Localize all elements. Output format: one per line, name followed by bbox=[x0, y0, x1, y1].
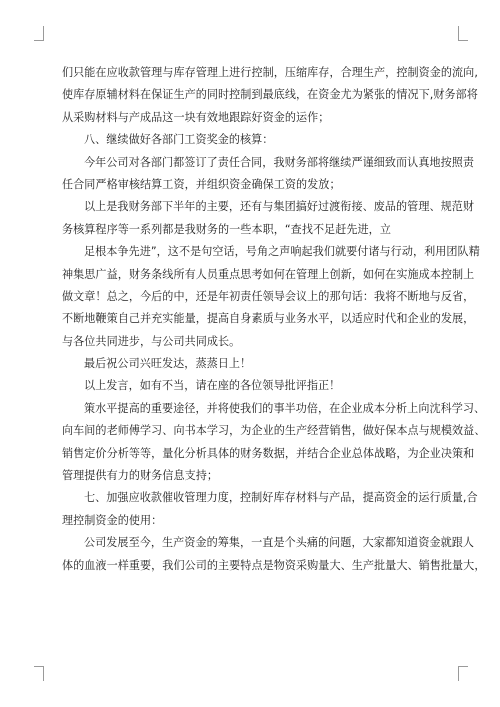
text-line: 使库存原辅材料在保证生产的同时控制到最底线，在资金尤为紧张的情况下,财务部将 bbox=[62, 88, 478, 102]
text-line: 们只能在应收款管理与库存管理上进行控制，压缩库存，合理生产，控制资金的流向, bbox=[62, 66, 478, 79]
text-line: 管理提供有力的财务信息支持； bbox=[62, 469, 219, 483]
section-heading: 八、继续做好各部门工资奖金的核算： bbox=[84, 133, 274, 147]
text-line: 足根本争先进”，这不是句空话，号角之声响起我们就要付诸与行动，利用团队精 bbox=[84, 245, 480, 259]
text-line: 策水平提高的重要途径，并将使我们的事半功倍，在企业成本分析上向沈科学习、 bbox=[84, 401, 486, 415]
text-line: 神集思广益，财务条线所有人员重点思考如何在管理上创新，如何在实施成本控制上 bbox=[62, 267, 475, 281]
text-line: 任合同严格审核结算工资，并组织资金确保工资的发放； bbox=[62, 177, 341, 191]
text-line: 与各位共同进步，与公司共同成长。 bbox=[62, 334, 241, 348]
text-line: 不断地鞭策自己并充实能量，提高自身素质与业务水平，以适应时代和企业的发展， bbox=[62, 312, 475, 326]
crop-mark-top-left bbox=[34, 26, 44, 41]
crop-mark-bottom-right bbox=[458, 666, 468, 681]
text-line: 体的血液一样重要，我们公司的主要特点是物资采购量大、生产批量大、销售批量大， bbox=[62, 558, 486, 572]
text-line: 理控制资金的使用： bbox=[62, 513, 163, 527]
section-heading: 七、加强应收款催收管理力度，控制好库存材料与产品，提高资金的运行质量,合 bbox=[84, 491, 478, 505]
text-line: 今年公司对各部门都签订了责任合同，我财务部将继续严谨细致而认真地按照责 bbox=[84, 155, 475, 169]
crop-mark-top-right bbox=[458, 26, 468, 41]
text-line: 销售定价分析等等，量化分析具体的财务数据，并结合企业总体战略，为企业决策和 bbox=[62, 446, 475, 460]
text-line: 从采购材料与产成品这一块有效地跟踪好资金的运作； bbox=[62, 110, 330, 124]
document-body bbox=[62, 62, 486, 577]
text-line: 以上发言，如有不当，请在座的各位领导批评指正！ bbox=[84, 379, 341, 393]
text-line: 务核算程序等一系列都是我财务的一些本职，“查找不足赶先进，立 bbox=[62, 222, 391, 236]
text-line: 公司发展至今，生产资金的筹集，一直是个头痛的问题，大家都知道资金就跟人 bbox=[84, 536, 475, 550]
text-line: 最后祝公司兴旺发达，蒸蒸日上！ bbox=[84, 357, 252, 371]
text-line: 做文章！总之，今后的中，还是年初责任领导会议上的那句话：我将不断地与反省， bbox=[62, 289, 475, 303]
crop-mark-bottom-left bbox=[34, 666, 44, 681]
text-line: 向车间的老师傅学习、向书本学习，为企业的生产经营销售，做好保本点与规模效益、 bbox=[62, 424, 486, 438]
text-line: 以上是我财务部下半年的主要，还有与集团搞好过渡衔接、废品的管理、规范财 bbox=[84, 200, 475, 214]
